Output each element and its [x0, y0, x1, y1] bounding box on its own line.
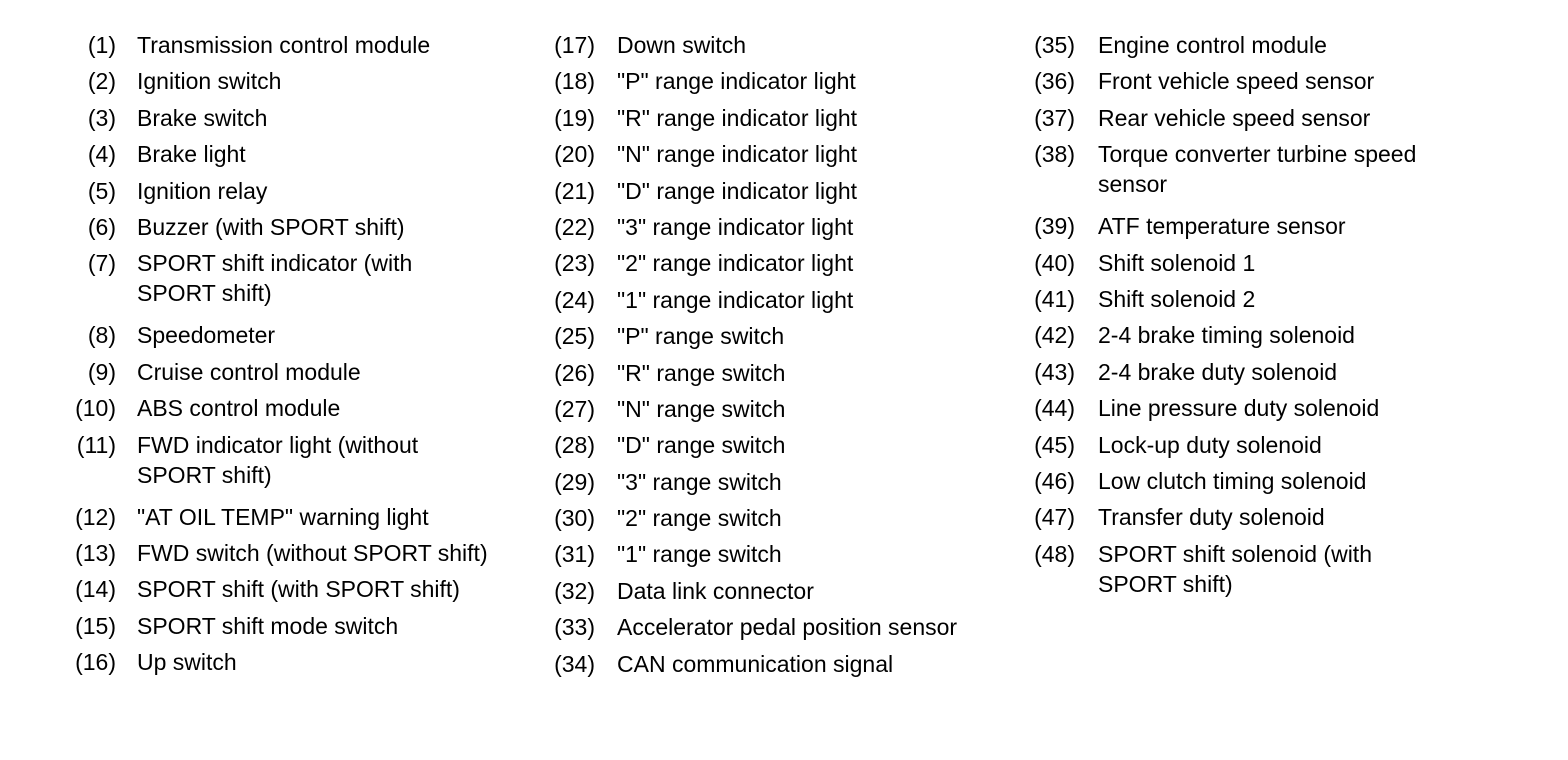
- legend-item-number: (33): [554, 614, 595, 641]
- legend-item-number: (30): [554, 505, 595, 532]
- legend-item-label: "AT OIL TEMP" warning light: [137, 503, 429, 530]
- legend-item: [1025, 466, 1545, 496]
- legend-item: [545, 212, 1025, 242]
- legend-item-label: "D" range switch: [617, 432, 786, 459]
- legend-item-label: Transfer duty solenoid: [1098, 504, 1325, 531]
- legend-item: [0, 647, 545, 677]
- legend-item-label: "P" range switch: [617, 323, 785, 350]
- legend-item-label: "P" range indicator light: [617, 68, 856, 95]
- legend-item: [1025, 320, 1545, 350]
- legend-item: [0, 66, 545, 96]
- legend-item-number: (3): [87, 104, 116, 131]
- legend-item-label: "3" range switch: [617, 468, 782, 495]
- legend-column-2: [545, 30, 1025, 685]
- legend-item-label: Shift solenoid 1: [1098, 249, 1256, 276]
- legend-item: [0, 212, 545, 242]
- legend-item: [1025, 357, 1545, 387]
- legend-item-label: Lock-up duty solenoid: [1098, 431, 1322, 458]
- legend-item-number: (4): [87, 141, 116, 168]
- legend-item: [1025, 139, 1545, 199]
- legend-item-number: (39): [1034, 213, 1075, 240]
- legend-item-number: (21): [554, 177, 595, 204]
- legend-item-label: Engine control module: [1098, 32, 1327, 58]
- legend-item-number: (19): [554, 104, 595, 131]
- legend-item-label: "N" range switch: [617, 395, 786, 422]
- legend-item-label: "D" range indicator light: [617, 177, 858, 204]
- legend-item: [545, 321, 1025, 351]
- legend-item-number: (43): [1034, 358, 1075, 385]
- legend-item-number: (37): [1034, 104, 1075, 131]
- legend-item-label: ATF temperature sensor: [1098, 213, 1346, 240]
- legend-item-label: Cruise control module: [137, 358, 361, 385]
- legend-item-number: (7): [87, 250, 116, 277]
- legend-item-label: Shift solenoid 2: [1098, 285, 1256, 312]
- legend-item-number: (36): [1034, 68, 1075, 95]
- legend-item: [1025, 211, 1545, 241]
- legend-item: [1025, 103, 1545, 133]
- legend-item-label: SPORT shift solenoid (with SPORT shift): [1098, 540, 1372, 597]
- legend-item-label: 2-4 brake timing solenoid: [1098, 322, 1355, 349]
- legend-item: [545, 430, 1025, 460]
- legend-item-number: (44): [1034, 395, 1075, 422]
- legend-item-label: "2" range switch: [617, 505, 782, 532]
- legend-item-number: (40): [1034, 249, 1075, 276]
- legend-item-label: CAN communication signal: [617, 650, 894, 677]
- legend-item-label: Front vehicle speed sensor: [1098, 68, 1375, 95]
- legend-item: [0, 176, 545, 206]
- legend-item: [1025, 248, 1545, 278]
- legend-item: [1025, 539, 1545, 599]
- legend-item-number: (26): [554, 359, 595, 386]
- legend-item: [0, 103, 545, 133]
- legend-item-number: (27): [554, 395, 595, 422]
- legend-item-label: Up switch: [137, 649, 237, 676]
- legend-item-label: "R" range switch: [617, 359, 786, 386]
- legend-item-number: (35): [1034, 32, 1075, 58]
- legend-item: [545, 649, 1025, 679]
- legend-item-number: (48): [1034, 540, 1075, 567]
- legend-item-number: (31): [554, 541, 595, 568]
- legend-item-label: "R" range indicator light: [617, 104, 858, 131]
- legend-item: [0, 538, 545, 568]
- legend-item-number: (28): [554, 432, 595, 459]
- legend-item: [545, 176, 1025, 206]
- legend-item-label: SPORT shift mode switch: [137, 612, 399, 639]
- legend-item-number: (8): [87, 322, 116, 349]
- legend-item-number: (17): [554, 32, 595, 58]
- legend-item: [1025, 30, 1545, 60]
- legend-item: [545, 30, 1025, 60]
- legend-item: [0, 430, 545, 490]
- legend-item: [0, 248, 545, 308]
- legend-item-number: (24): [554, 286, 595, 313]
- legend-item: [0, 30, 545, 60]
- legend-item: [0, 139, 545, 169]
- legend-item: [545, 539, 1025, 569]
- legend-item: [1025, 66, 1545, 96]
- legend-item: [545, 576, 1025, 606]
- legend-item-number: (18): [554, 68, 595, 95]
- legend-item-label: Brake light: [137, 141, 246, 168]
- legend-item-label: 2-4 brake duty solenoid: [1098, 358, 1338, 385]
- legend-item: [1025, 393, 1545, 423]
- legend-item-number: (5): [87, 177, 116, 204]
- legend-item-number: (11): [76, 431, 116, 458]
- legend-item: [545, 358, 1025, 388]
- legend-item: [545, 139, 1025, 169]
- legend-item-label: FWD indicator light (without SPORT shift): [137, 431, 419, 488]
- legend-item-label: SPORT shift (with SPORT shift): [137, 576, 460, 603]
- legend-item-number: (13): [75, 539, 116, 566]
- legend-item-label: FWD switch (without SPORT shift): [137, 539, 488, 566]
- legend-item: [545, 66, 1025, 96]
- legend-item-number: (14): [75, 576, 116, 603]
- legend-item-label: Brake switch: [137, 104, 268, 131]
- legend-item: [1025, 430, 1545, 460]
- legend-item-number: (25): [554, 323, 595, 350]
- legend-item-number: (6): [87, 213, 116, 240]
- legend-item: [1025, 284, 1545, 314]
- legend-item-label: Down switch: [617, 32, 747, 58]
- legend-column-3: [1025, 30, 1545, 611]
- legend-item-number: (16): [75, 649, 116, 676]
- legend-item-number: (42): [1034, 322, 1075, 349]
- legend-item-label: Speedometer: [137, 322, 276, 349]
- legend-item: [545, 394, 1025, 424]
- legend-item-label: "1" range indicator light: [617, 286, 854, 313]
- legend-item-number: (20): [554, 141, 595, 168]
- legend-item-number: (41): [1034, 285, 1075, 312]
- legend-item-number: (10): [75, 395, 116, 422]
- legend-item-number: (1): [87, 32, 116, 58]
- legend-item: [545, 503, 1025, 533]
- legend-item: [0, 357, 545, 387]
- legend-item-number: (2): [87, 68, 116, 95]
- legend-item-label: "1" range switch: [617, 541, 782, 568]
- legend-item: [545, 285, 1025, 315]
- legend-item: [545, 248, 1025, 278]
- legend-item-number: (15): [75, 612, 116, 639]
- legend-item-number: (9): [87, 358, 116, 385]
- legend-item-number: (32): [554, 577, 595, 604]
- legend-item-label: Ignition switch: [137, 68, 282, 95]
- legend-item-number: (22): [554, 213, 595, 240]
- legend-item-label: Torque converter turbine speed sensor: [1098, 141, 1417, 198]
- legend-item-label: Transmission control module: [137, 32, 431, 58]
- legend-item-label: "2" range indicator light: [617, 250, 854, 277]
- legend-item-number: (12): [75, 503, 116, 530]
- legend-item-label: Ignition relay: [137, 177, 268, 204]
- legend-item: [0, 320, 545, 350]
- legend-item-number: (23): [554, 250, 595, 277]
- legend-item-number: (45): [1034, 431, 1075, 458]
- legend-item: [0, 502, 545, 532]
- legend-item: [545, 467, 1025, 497]
- legend-item-label: Accelerator pedal position sensor: [617, 614, 958, 641]
- legend-item-label: SPORT shift indicator (with SPORT shift): [137, 250, 413, 307]
- legend-item-number: (47): [1034, 504, 1075, 531]
- legend-item-number: (29): [554, 468, 595, 495]
- legend-item-number: (34): [554, 650, 595, 677]
- legend-item-label: Line pressure duty solenoid: [1098, 395, 1380, 422]
- legend-item: [0, 611, 545, 641]
- legend-item-label: "N" range indicator light: [617, 141, 858, 168]
- legend-item-number: (46): [1034, 467, 1075, 494]
- legend-item: [545, 612, 1025, 642]
- legend-item: [545, 103, 1025, 133]
- legend-item-label: "3" range indicator light: [617, 213, 854, 240]
- legend-item: [0, 574, 545, 604]
- legend-column-1: [0, 30, 545, 683]
- legend-item: [0, 393, 545, 423]
- legend-item-label: ABS control module: [137, 395, 341, 422]
- legend-item-label: Low clutch timing solenoid: [1098, 467, 1367, 494]
- legend-item-number: (38): [1034, 141, 1075, 168]
- legend-item: [1025, 502, 1545, 532]
- legend-item-label: Rear vehicle speed sensor: [1098, 104, 1371, 131]
- legend-item-label: Data link connector: [617, 577, 814, 604]
- legend-item-label: Buzzer (with SPORT shift): [137, 213, 405, 240]
